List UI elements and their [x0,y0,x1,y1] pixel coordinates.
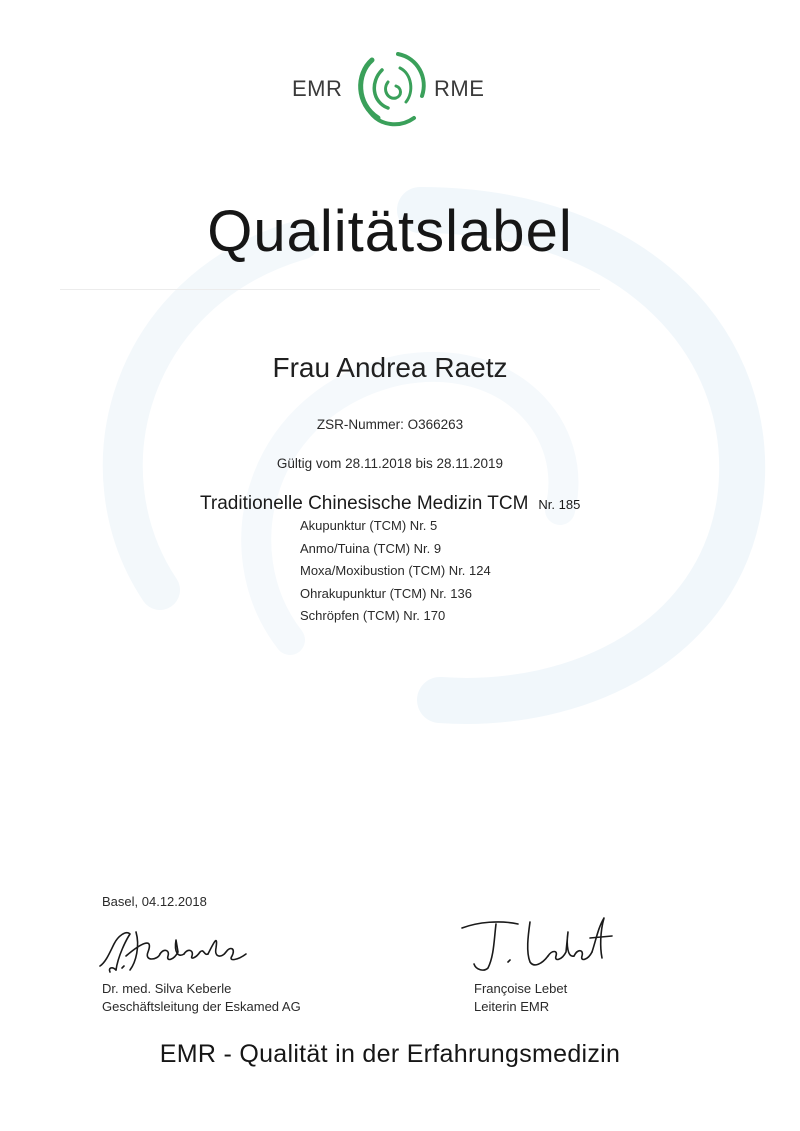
signatory-1-role: Geschäftsleitung der Eskamed AG [102,999,301,1014]
main-method-number: Nr. 185 [538,497,581,512]
signature-lebet [458,912,618,976]
green-spiral-logo-icon [352,48,432,130]
signatory-2 [474,980,567,1016]
list-item: Anmo/Tuina (TCM) Nr. 9 [300,540,442,556]
signatory-1 [102,980,301,1016]
zsr-number: ZSR-Nummer: O366263 [316,417,464,432]
list-item: Akupunktur (TCM) Nr. 5 [300,518,438,533]
main-method-name: Traditionelle Chinesische Medizin TCM [200,493,529,514]
certificate-title: Qualitätslabel [207,199,573,264]
signature-keberle [96,922,266,978]
validity-period: Gültig vom 28.11.2018 bis 28.11.2019 [276,456,504,471]
list-item: Ohrakupunktur (TCM) Nr. 136 [300,585,472,601]
place-date: Basel, 04.12.2018 [102,894,207,909]
signatory-2-name: Françoise Lebet [474,981,568,996]
divider [60,289,600,290]
sub-method-list [300,517,491,630]
footer-tagline: EMR - Qualität in der Erfahrungsmedizin [159,1040,621,1068]
logo-text-rme: RME [434,76,485,101]
signatory-1-name: Dr. med. Silva Keberle [102,981,232,996]
signatory-2-role: Leiterin EMR [474,999,550,1014]
logo-text-emr: EMR [292,76,343,101]
emr-logo [292,48,512,130]
main-method [200,493,580,515]
holder-name: Frau Andrea Raetz [272,352,508,383]
list-item: Schröpfen (TCM) Nr. 170 [300,608,446,624]
list-item: Moxa/Moxibustion (TCM) Nr. 124 [300,563,491,579]
